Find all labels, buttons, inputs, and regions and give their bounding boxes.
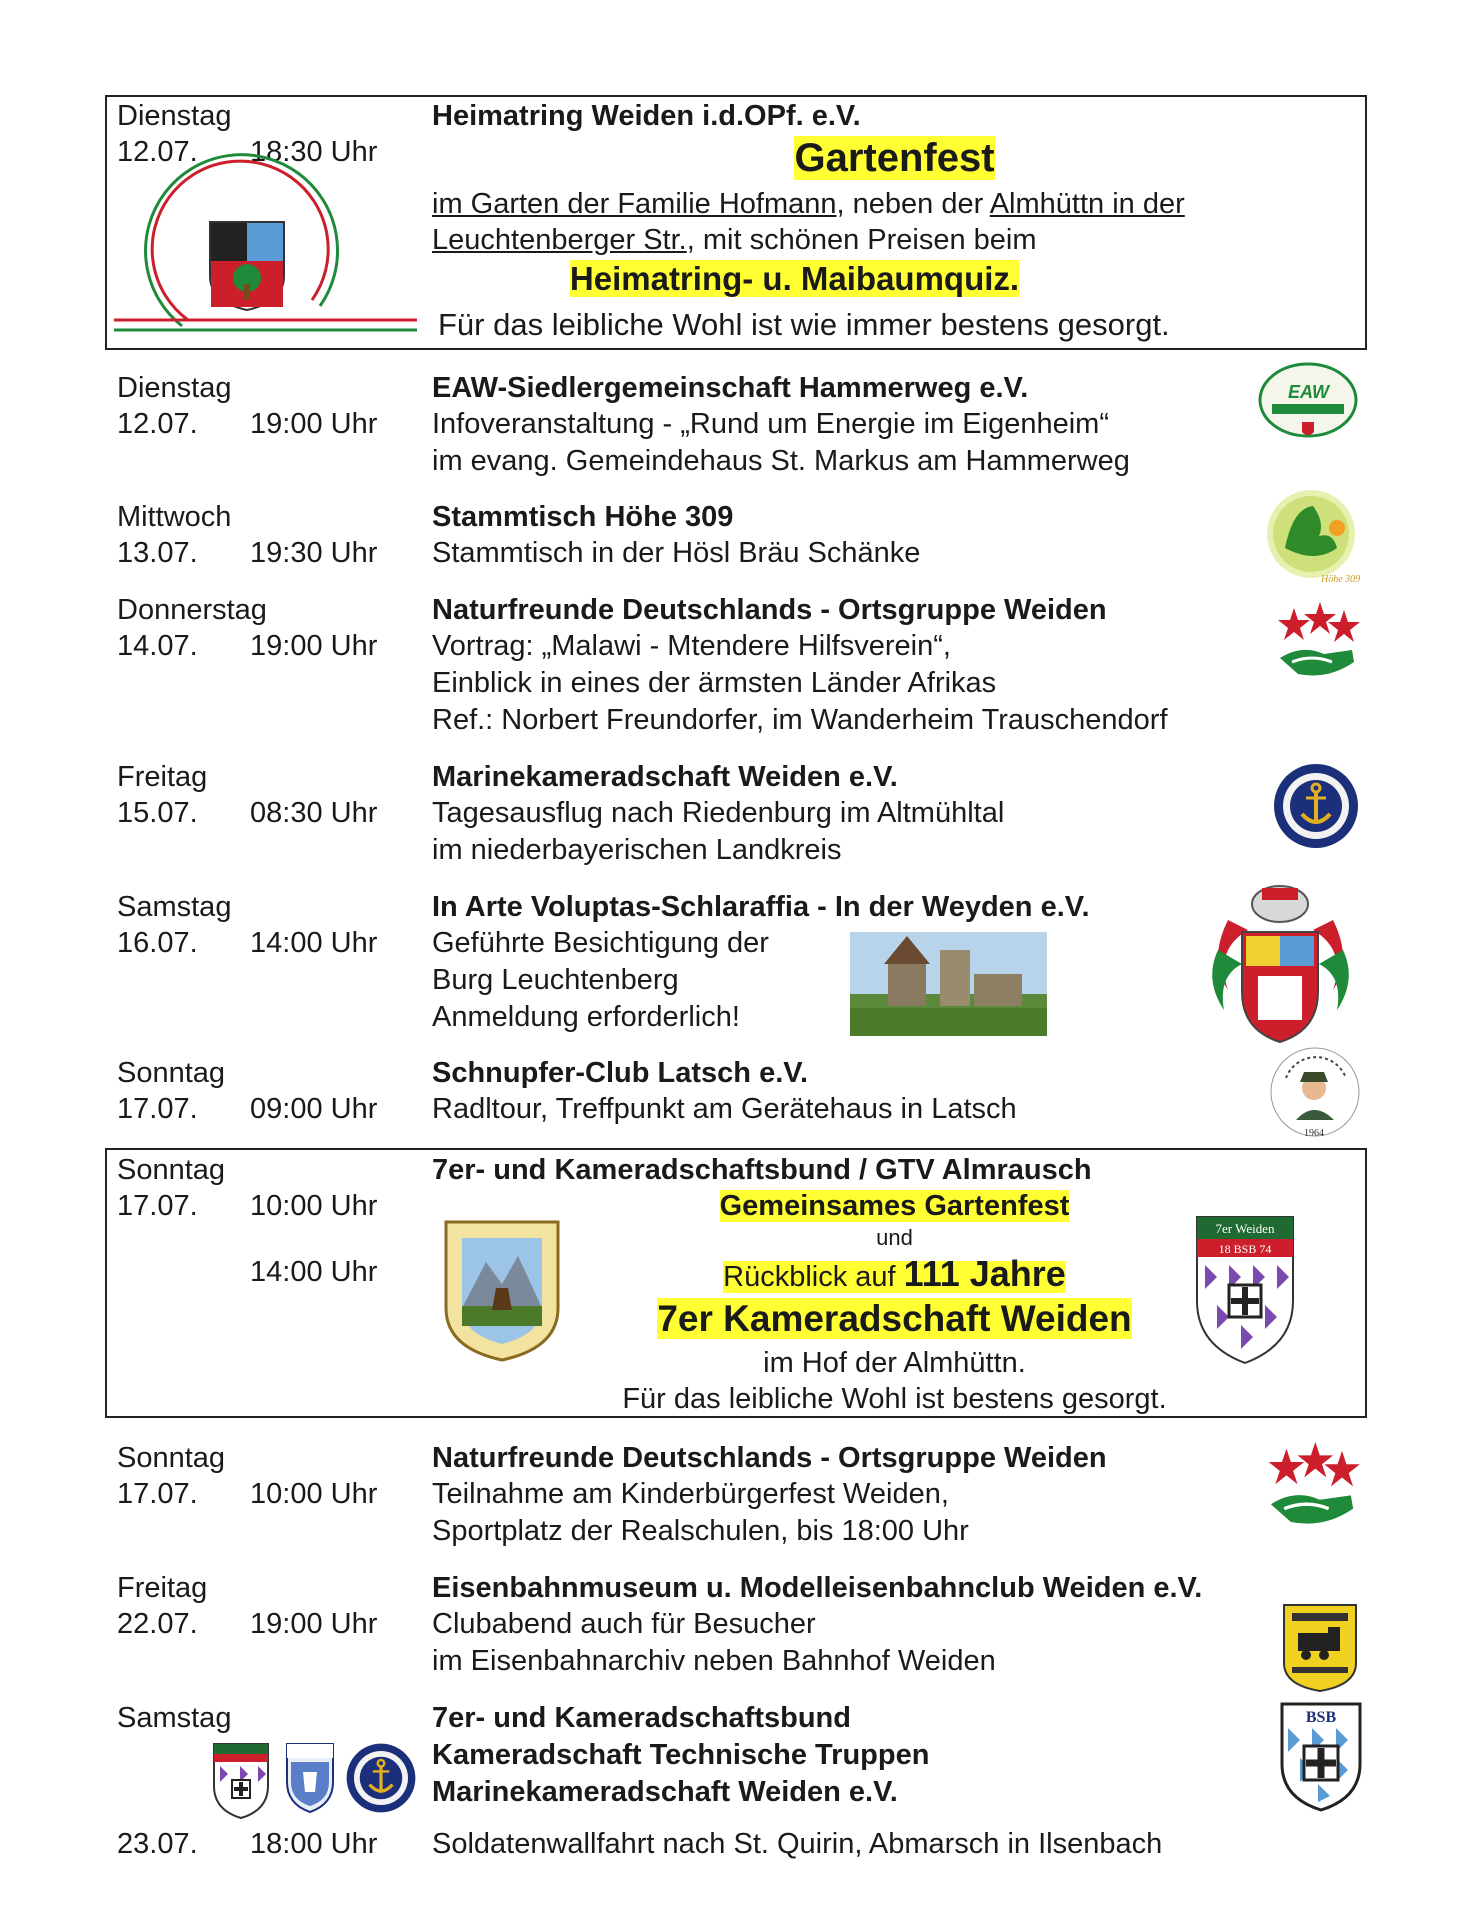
headline-gartenfest: Gartenfest (794, 136, 995, 180)
text-111-jahre: 111 Jahre (903, 1253, 1066, 1294)
event-date: 17.07. (117, 1093, 198, 1125)
event-line: Tagesausflug nach Riedenburg im Altmühltal (432, 797, 1005, 829)
event-time: 19:00 Uhr (250, 408, 378, 440)
event-line: Ref.: Norbert Freundorfer, im Wanderheim Trauschendorf (432, 704, 1168, 736)
text-underlined: Leuchtenberger Str. (432, 224, 687, 256)
highlight-rueckblick (723, 1253, 1066, 1294)
event-date: 17.07. (117, 1478, 198, 1510)
event-day: Samstag (117, 1702, 232, 1734)
event-line: Geführte Besichtigung der (432, 927, 769, 959)
7er-weiden-shield-icon (1195, 1215, 1295, 1365)
event-line (432, 186, 1185, 222)
event-time: 08:30 Uhr (250, 797, 378, 829)
event-line: im Hof der Almhüttn. (763, 1347, 1026, 1379)
event-line: im Eisenbahnarchiv neben Bahnhof Weiden (432, 1645, 996, 1677)
naturfreunde-logo-icon (1262, 1438, 1362, 1536)
shield-top-text: 7er Weiden (1215, 1221, 1275, 1236)
event-organizer: Naturfreunde Deutschlands - Ortsgruppe Weiden (432, 594, 1107, 626)
event-time: 18:30 Uhr (250, 136, 378, 168)
event-line: Burg Leuchtenberg (432, 964, 679, 996)
hoehe309-logo-icon (1263, 488, 1361, 586)
event-time: 18:00 Uhr (250, 1828, 378, 1860)
event-time: 10:00 Uhr (250, 1190, 378, 1222)
event-organizer: Eisenbahnmuseum u. Modelleisenbahnclub Weiden e.V. (432, 1572, 1203, 1604)
event-time: 10:00 Uhr (250, 1478, 378, 1510)
text-underlined: Almhüttn in der (989, 188, 1185, 220)
heimatring-logo-icon (112, 180, 422, 340)
event-date: 22.07. (117, 1608, 198, 1640)
text-plain: , neben der (836, 188, 990, 220)
event-organizer: 7er- und Kameradschaftsbund / GTV Almrausch (432, 1154, 1092, 1186)
event-line: Einblick in eines der ärmsten Länder Afrikas (432, 667, 997, 699)
event-time: 09:00 Uhr (250, 1093, 378, 1125)
event-line: Soldatenwallfahrt nach St. Quirin, Abmarsch in Ilsenbach (432, 1828, 1163, 1860)
gtv-almrausch-badge-icon (442, 1218, 562, 1363)
schnupfer-club-logo-text: 1964 (1304, 1128, 1324, 1139)
event-time: 14:00 Uhr (250, 927, 378, 959)
event-date: 15.07. (117, 797, 198, 829)
event-date: 16.07. (117, 927, 198, 959)
event-line: Radltour, Treffpunkt am Gerätehaus in Latsch (432, 1093, 1017, 1125)
event-day: Sonntag (117, 1442, 226, 1474)
event-date: 14.07. (117, 630, 198, 662)
event-time: 19:30 Uhr (250, 537, 378, 569)
event-organizer: In Arte Voluptas-Schlaraffia - In der Weyden e.V. (432, 891, 1090, 923)
event-day: Sonntag (117, 1154, 226, 1186)
18-bsb-74-shield-icon (1280, 1702, 1362, 1812)
event-und: und (876, 1225, 913, 1250)
event-line: Vortrag: „Malawi - Mtendere Hilfsverein“, (432, 630, 951, 662)
eaw-logo-text: EAW (1288, 382, 1330, 402)
event-line: Teilnahme am Kinderbürgerfest Weiden, (432, 1478, 949, 1510)
event-line (432, 222, 1037, 258)
eisenbahnmuseum-badge-icon (1282, 1603, 1358, 1693)
event-organizer: Naturfreunde Deutschlands - Ortsgruppe Weiden (432, 1442, 1107, 1474)
anchor-badge-icon (1272, 762, 1360, 850)
bsb-shield-text: BSB (1305, 1709, 1337, 1726)
text-underlined: im Garten der Familie Hofmann (432, 188, 837, 220)
event-day: Mittwoch (117, 501, 232, 533)
event-time: 19:00 Uhr (250, 630, 378, 662)
event-date: 13.07. (117, 537, 198, 569)
highlight-quiz: Heimatring- u. Maibaumquiz. (569, 260, 1020, 297)
event-day: Samstag (117, 891, 232, 923)
naturfreunde-logo-icon (1272, 600, 1362, 685)
event-organizer: Schnupfer-Club Latsch e.V. (432, 1057, 808, 1089)
event-date: 23.07. (117, 1828, 198, 1860)
event-closing: Für das leibliche Wohl ist wie immer bestens gesorgt. (438, 307, 1170, 342)
event-date: 17.07. (117, 1190, 198, 1222)
event-day: Freitag (117, 761, 208, 793)
event-day: Freitag (117, 1572, 208, 1604)
schlaraffia-crest-icon (1198, 880, 1363, 1048)
event-time-2: 14:00 Uhr (250, 1256, 378, 1288)
marine-anchor-badge-icon (345, 1742, 417, 1814)
headline-gemeinsames-gartenfest: Gemeinsames Gartenfest (719, 1190, 1070, 1222)
event-day: Dienstag (117, 100, 232, 132)
event-day: Sonntag (117, 1057, 226, 1089)
technische-truppen-shield-icon (285, 1742, 335, 1814)
event-line: Anmeldung erforderlich! (432, 1001, 740, 1033)
headline-7er-kameradschaft: 7er Kameradschaft Weiden (657, 1298, 1132, 1339)
event-headline (432, 136, 1357, 180)
shield-mid-text: 18 BSB 74 (1218, 1242, 1272, 1256)
small-7er-shield-icon (212, 1742, 270, 1820)
schnupfer-club-logo-icon (1268, 1048, 1363, 1140)
event-organizer: Marinekameradschaft Weiden e.V. (432, 761, 898, 793)
text-plain: , mit schönen Preisen beim (686, 224, 1037, 256)
event-organizer: Marinekameradschaft Weiden e.V. (432, 1776, 898, 1808)
text-rueckblick: Rückblick auf (723, 1261, 904, 1293)
event-line: Stammtisch in der Hösl Bräu Schänke (432, 537, 921, 569)
event-line: Sportplatz der Realschulen, bis 18:00 Uhr (432, 1515, 969, 1547)
event-line: Für das leibliche Wohl ist bestens gesorgt. (622, 1383, 1167, 1415)
event-organizer: 7er- und Kameradschaftsbund (432, 1702, 851, 1734)
event-line: Infoveranstaltung - „Rund um Energie im Eigenheim“ (432, 408, 1109, 440)
event-organizer: Heimatring Weiden i.d.OPf. e.V. (432, 100, 861, 132)
event-date: 12.07. (117, 136, 198, 168)
hoehe309-logo-text: Höhe 309 (1321, 574, 1361, 585)
event-organizer: Kameradschaft Technische Truppen (432, 1739, 930, 1771)
event-time: 19:00 Uhr (250, 1608, 378, 1640)
event-line: Clubabend auch für Besucher (432, 1608, 816, 1640)
castle-photo (850, 932, 1047, 1036)
event-organizer: EAW-Siedlergemeinschaft Hammerweg e.V. (432, 372, 1029, 404)
event-day: Dienstag (117, 372, 232, 404)
event-organizer: Stammtisch Höhe 309 (432, 501, 734, 533)
event-highlight (432, 260, 1157, 298)
event-line: im evang. Gemeindehaus St. Markus am Hammerweg (432, 445, 1130, 477)
event-day: Donnerstag (117, 594, 267, 626)
event-date: 12.07. (117, 408, 198, 440)
eaw-logo-icon (1258, 362, 1358, 442)
event-line: im niederbayerischen Landkreis (432, 834, 842, 866)
